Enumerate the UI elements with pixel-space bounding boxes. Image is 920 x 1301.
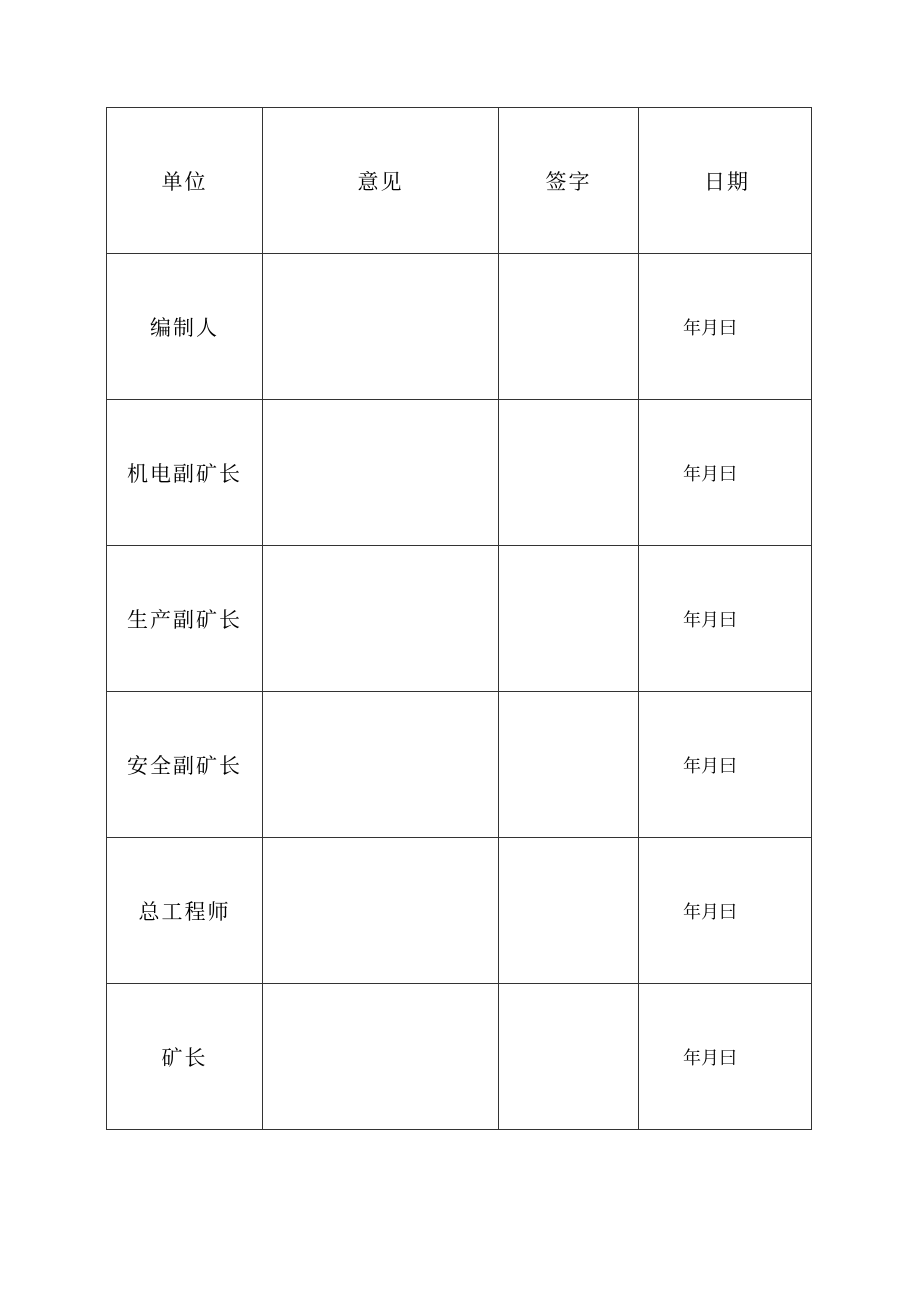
unit-cell [107, 984, 263, 1130]
opinion-cell[interactable] [263, 254, 499, 400]
signature-cell[interactable] [499, 838, 639, 984]
table-row [107, 400, 812, 546]
unit-label: 机电副矿长 [127, 461, 242, 486]
header-unit-label: 单位 [161, 169, 208, 194]
unit-cell [107, 546, 263, 692]
signature-cell[interactable] [499, 692, 639, 838]
header-opinion-label: 意见 [357, 169, 404, 194]
date-value: 年月曰 [683, 1047, 737, 1069]
opinion-cell[interactable] [263, 692, 499, 838]
header-opinion [263, 108, 499, 254]
date-cell[interactable] [639, 838, 812, 984]
signature-cell[interactable] [499, 400, 639, 546]
header-signature-label: 签字 [545, 169, 592, 194]
unit-cell [107, 254, 263, 400]
signature-cell[interactable] [499, 254, 639, 400]
table-row [107, 692, 812, 838]
unit-label: 编制人 [150, 315, 219, 340]
header-date [639, 108, 812, 254]
opinion-cell[interactable] [263, 546, 499, 692]
table-row [107, 838, 812, 984]
date-cell[interactable] [639, 692, 812, 838]
date-value: 年月曰 [683, 463, 737, 485]
opinion-cell[interactable] [263, 984, 499, 1130]
unit-cell [107, 692, 263, 838]
opinion-cell[interactable] [263, 400, 499, 546]
date-value: 年月曰 [683, 901, 737, 923]
header-row [107, 108, 812, 254]
approval-table [106, 107, 812, 1130]
signature-cell[interactable] [499, 546, 639, 692]
date-cell[interactable] [639, 254, 812, 400]
date-cell[interactable] [639, 400, 812, 546]
signature-cell[interactable] [499, 984, 639, 1130]
unit-label: 总工程师 [138, 899, 231, 924]
date-value: 年月曰 [683, 609, 737, 631]
date-cell[interactable] [639, 984, 812, 1130]
opinion-cell[interactable] [263, 838, 499, 984]
date-value: 年月曰 [683, 317, 737, 339]
header-date-label: 日期 [704, 169, 750, 194]
date-value: 年月曰 [683, 755, 737, 777]
unit-label: 生产副矿长 [127, 607, 242, 632]
unit-cell [107, 838, 263, 984]
table-row [107, 546, 812, 692]
header-unit [107, 108, 263, 254]
date-cell[interactable] [639, 546, 812, 692]
header-signature [499, 108, 639, 254]
unit-cell [107, 400, 263, 546]
unit-label: 安全副矿长 [127, 753, 242, 778]
table-row [107, 254, 812, 400]
unit-label: 矿长 [161, 1045, 208, 1070]
table-row [107, 984, 812, 1130]
